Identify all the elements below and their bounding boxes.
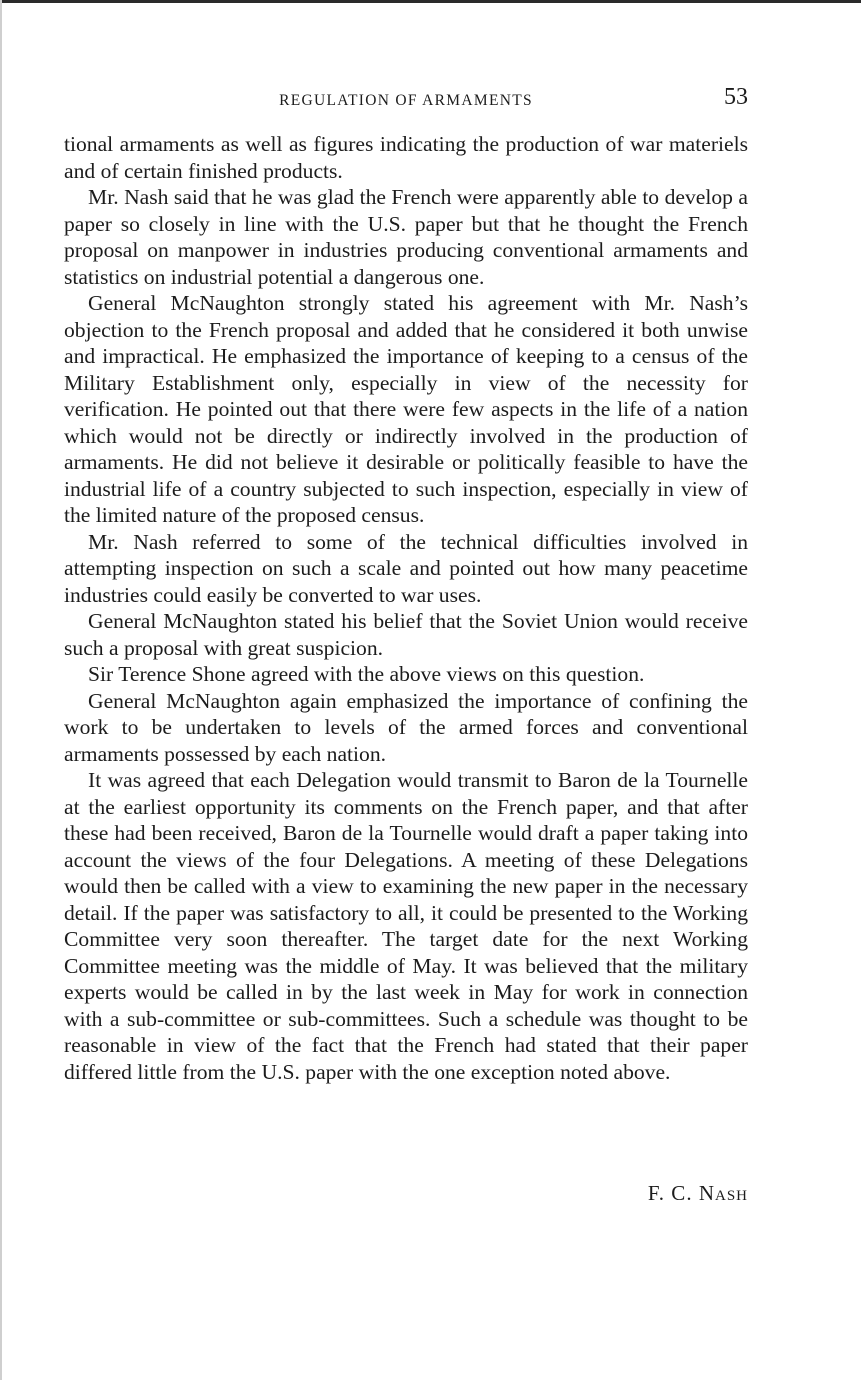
paragraph-agreement-schedule: It was agreed that each Delegation would transmit to Baron de la Tournelle at the earliest opportunity its comments on the French paper, and that after these had been received, Baron de la Tournelle would draft a paper taking into account the views of the four Delegations. A meeting of these Delegations would then be called with a view to examining the new paper in the necessary detail. If the paper was satisfactory to all, it could be presented to the Working Committee very soon thereafter. The target date for the next Working Committee meeting was the middle of May. It was believed that the military experts would be called in by the last week in May for work in connection with a sub-committee or sub-committees. Such a schedule was thought to be reasonable in view of the fact that the French had stated that their paper differed little from the U.S. paper with the one exception noted above. (64, 768, 748, 1084)
paragraph-mcnaughton-objection: General McNaughton strongly stated his agreement with Mr. Nash’s objection to the French proposal and added that he considered it both unwise and impractical. He emphasized the importance of keeping to a census of the Military Establishment only, especially in view of the necessity for verification. He pointed out that there were few aspects in the life of a nation which would not be directly or indirectly involved in the production of armaments. He did not believe it desirable or politically feasible to have the industrial life of a country subjected to such inspection, especially in view of the limited nature of the proposed census. (64, 291, 748, 527)
paragraph-soviet-union: General McNaughton stated his belief that the Soviet Union would receive such a proposal with great suspicion. (64, 609, 748, 660)
top-border-rule (0, 0, 861, 3)
page-number: 53 (724, 84, 748, 110)
page-edge (0, 0, 2, 1380)
paragraph-confining-work: General McNaughton again emphasized the importance of confining the work to be undertaken to levels of the armed forces and conventional armaments possessed by each nation. (64, 688, 748, 766)
paragraph-nash-view: Mr. Nash said that he was glad the French were apparently able to develop a paper so closely in line with the U.S. paper but that he thought the French proposal on manpower in industries producing conventional armaments and statistics on industrial potential a dangerous one. (64, 185, 748, 289)
paragraph-continued: tional armaments as well as figures indicating the production of war materiels and of certain finished products. (64, 132, 748, 183)
paragraph-technical-difficulties: Mr. Nash referred to some of the technical difficulties involved in attempting inspection on such a scale and pointed out how many peacetime industries could easily be converted to war uses. (64, 529, 748, 607)
page-header (64, 84, 748, 118)
body-text (64, 131, 748, 1085)
running-head: REGULATION OF ARMAMENTS (279, 92, 533, 109)
paragraph-shone-agreement: Sir Terence Shone agreed with the above views on this question. (88, 662, 645, 686)
signature: F. C. Nash (647, 1181, 748, 1205)
